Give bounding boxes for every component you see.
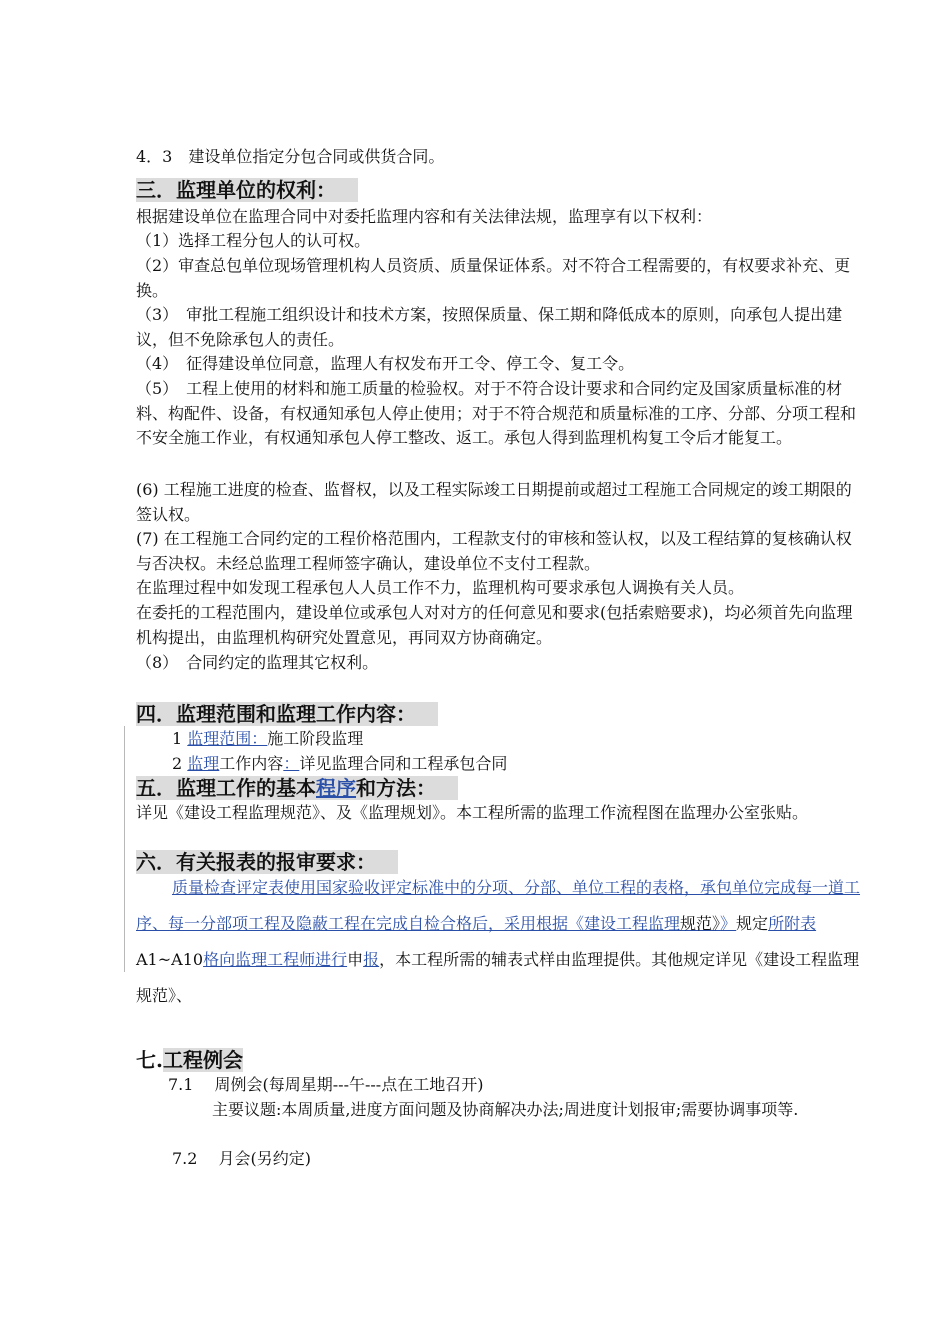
report-text-bracket[interactable]: 》 [720,914,737,933]
scope-line-2-num: 2 [172,754,183,773]
rights-item-1: （1）选择工程分包人的认可权。 [136,231,371,250]
procedure-link[interactable]: 程序 [316,776,356,800]
section-6-body [136,870,864,1014]
rights-item-8: （8） 合同约定的监理其它权利。 [136,653,379,672]
section-7-heading [136,1047,243,1073]
section-5-title-a: 五．监理工作的基本 [136,776,316,800]
rights-item-5: （5） 工程上使用的材料和施工质量的检验权。对于不符合设计要求和合同约定及国家质量标准的材料、构配件、设备，有权通知承包人停止使用；对于不符合规范和质量标准的工序、分部、分项工程和不安全施工作业，有权通知承包人停工整改、返工。承包人得到监理机构复工令后才能复工。 [136,379,857,447]
scope-line-2-text: 详见监理合同和工程承包合同 [299,754,508,773]
section-5-title-b: 和方法： [356,776,436,800]
scope-line-2 [172,752,864,777]
section-3-title: 三．监理单位的权利： [136,178,358,202]
rights-item-6: (6) 工程施工进度的检查、监督权，以及工程实际竣工日期提前或超过工程施工合同规定的竣工期限的签认权。 [136,480,852,524]
rights-para-replace-staff: 在监理过程中如发现工程承包人人员工作不力，监理机构可要求承包人调换有关人员。 [136,578,745,597]
rights-item-7: (7) 在工程施工合同约定的工程价格范围内，工程款支付的审核和签认权，以及工程结算的复核确认权与否决权。未经总监理工程师签字确认，建设单位不支付工程款。 [136,529,852,573]
scope-line-1-text: 施工阶段监理 [267,729,364,748]
section-3-heading [136,177,358,203]
scope-line-1-num: 1 [172,729,183,748]
weekly-meeting: 7.1 周例会(每周星期---午---点在工地召开) [168,1075,484,1094]
supervision-link[interactable]: 监理 [187,754,220,773]
scope-line-1 [172,727,864,752]
scope-line-2-colon[interactable]: ： [283,754,300,773]
section-4-heading [136,701,438,727]
report-text-shen: 申 [347,950,364,969]
rights-item-2: （2）审查总包单位现场管理机构人员资质、质量保证体系。对不符合工程需要的，有权要求补充、更换。 [136,256,851,300]
section-5-body: 详见《建设工程监理规范》、及《监理规划》。本工程所需的监理工作流程图在监理办公室张贴。 [136,803,809,822]
monthly-meeting: 7.2 月会(另约定) [172,1149,312,1168]
report-text-link[interactable]: 质量检查评定表使用国家验收评定标准中的分项、分部、单位工程的表格，承包单位完成每一道工序、每一分部项工程及隐蔽工程在完成自检合格后，采用根据《建设工程监理 [136,878,861,933]
scope-link[interactable]: 监理范围： [187,729,268,748]
revision-bar [124,726,125,972]
scope-line-2-mid: 工作内容 [219,754,284,773]
report-to-engineer-link[interactable]: 格向监理工程师进行 [203,950,348,969]
section-3-intro: 根据建设单位在监理合同中对委托监理内容和有关法律法规，监理享有以下权利： [136,207,713,226]
section-7-title: 工程例会 [162,1048,243,1072]
report-text-range: A1~A10 [136,950,204,969]
report-bao-link[interactable]: 报 [363,950,380,969]
report-text-rest: ，本工程所需的辅表式样由监理提供。其他规定详见《建设工程监理规范》、 [136,950,860,1005]
report-text-provision: 规定 [736,914,769,933]
line-4-3: 4．3 建设单位指定分包合同或供货合同。 [136,147,445,166]
weekly-meeting-agenda: 主要议题:本周质量,进度方面问题及协商解决办法;周进度计划报审;需要协调事项等. [212,1100,799,1119]
section-7-num: 七. [136,1048,163,1072]
section-6-title: 六．有关报表的报审要求： [136,850,398,874]
rights-para-opinions: 在委托的工程范围内，建设单位或承包人对对方的任何意见和要求(包括索赔要求)，均必须首先向监理机构提出，由监理机构研究处置意见，再同双方协商确定。 [136,603,853,647]
rights-item-3: （3） 审批工程施工组织设计和技术方案，按照保质量、保工期和降低成本的原则，向承包人提出建议，但不免除承包人的责任。 [136,305,843,349]
attached-table-link[interactable]: 所附表 [768,914,817,933]
section-5-heading [136,775,458,801]
rights-item-4: （4） 征得建设单位同意，监理人有权发布开工令、停工令、复工令。 [136,354,635,373]
report-text-spec: 规范》 [680,914,721,933]
section-4-title: 四．监理范围和监理工作内容： [136,702,438,726]
